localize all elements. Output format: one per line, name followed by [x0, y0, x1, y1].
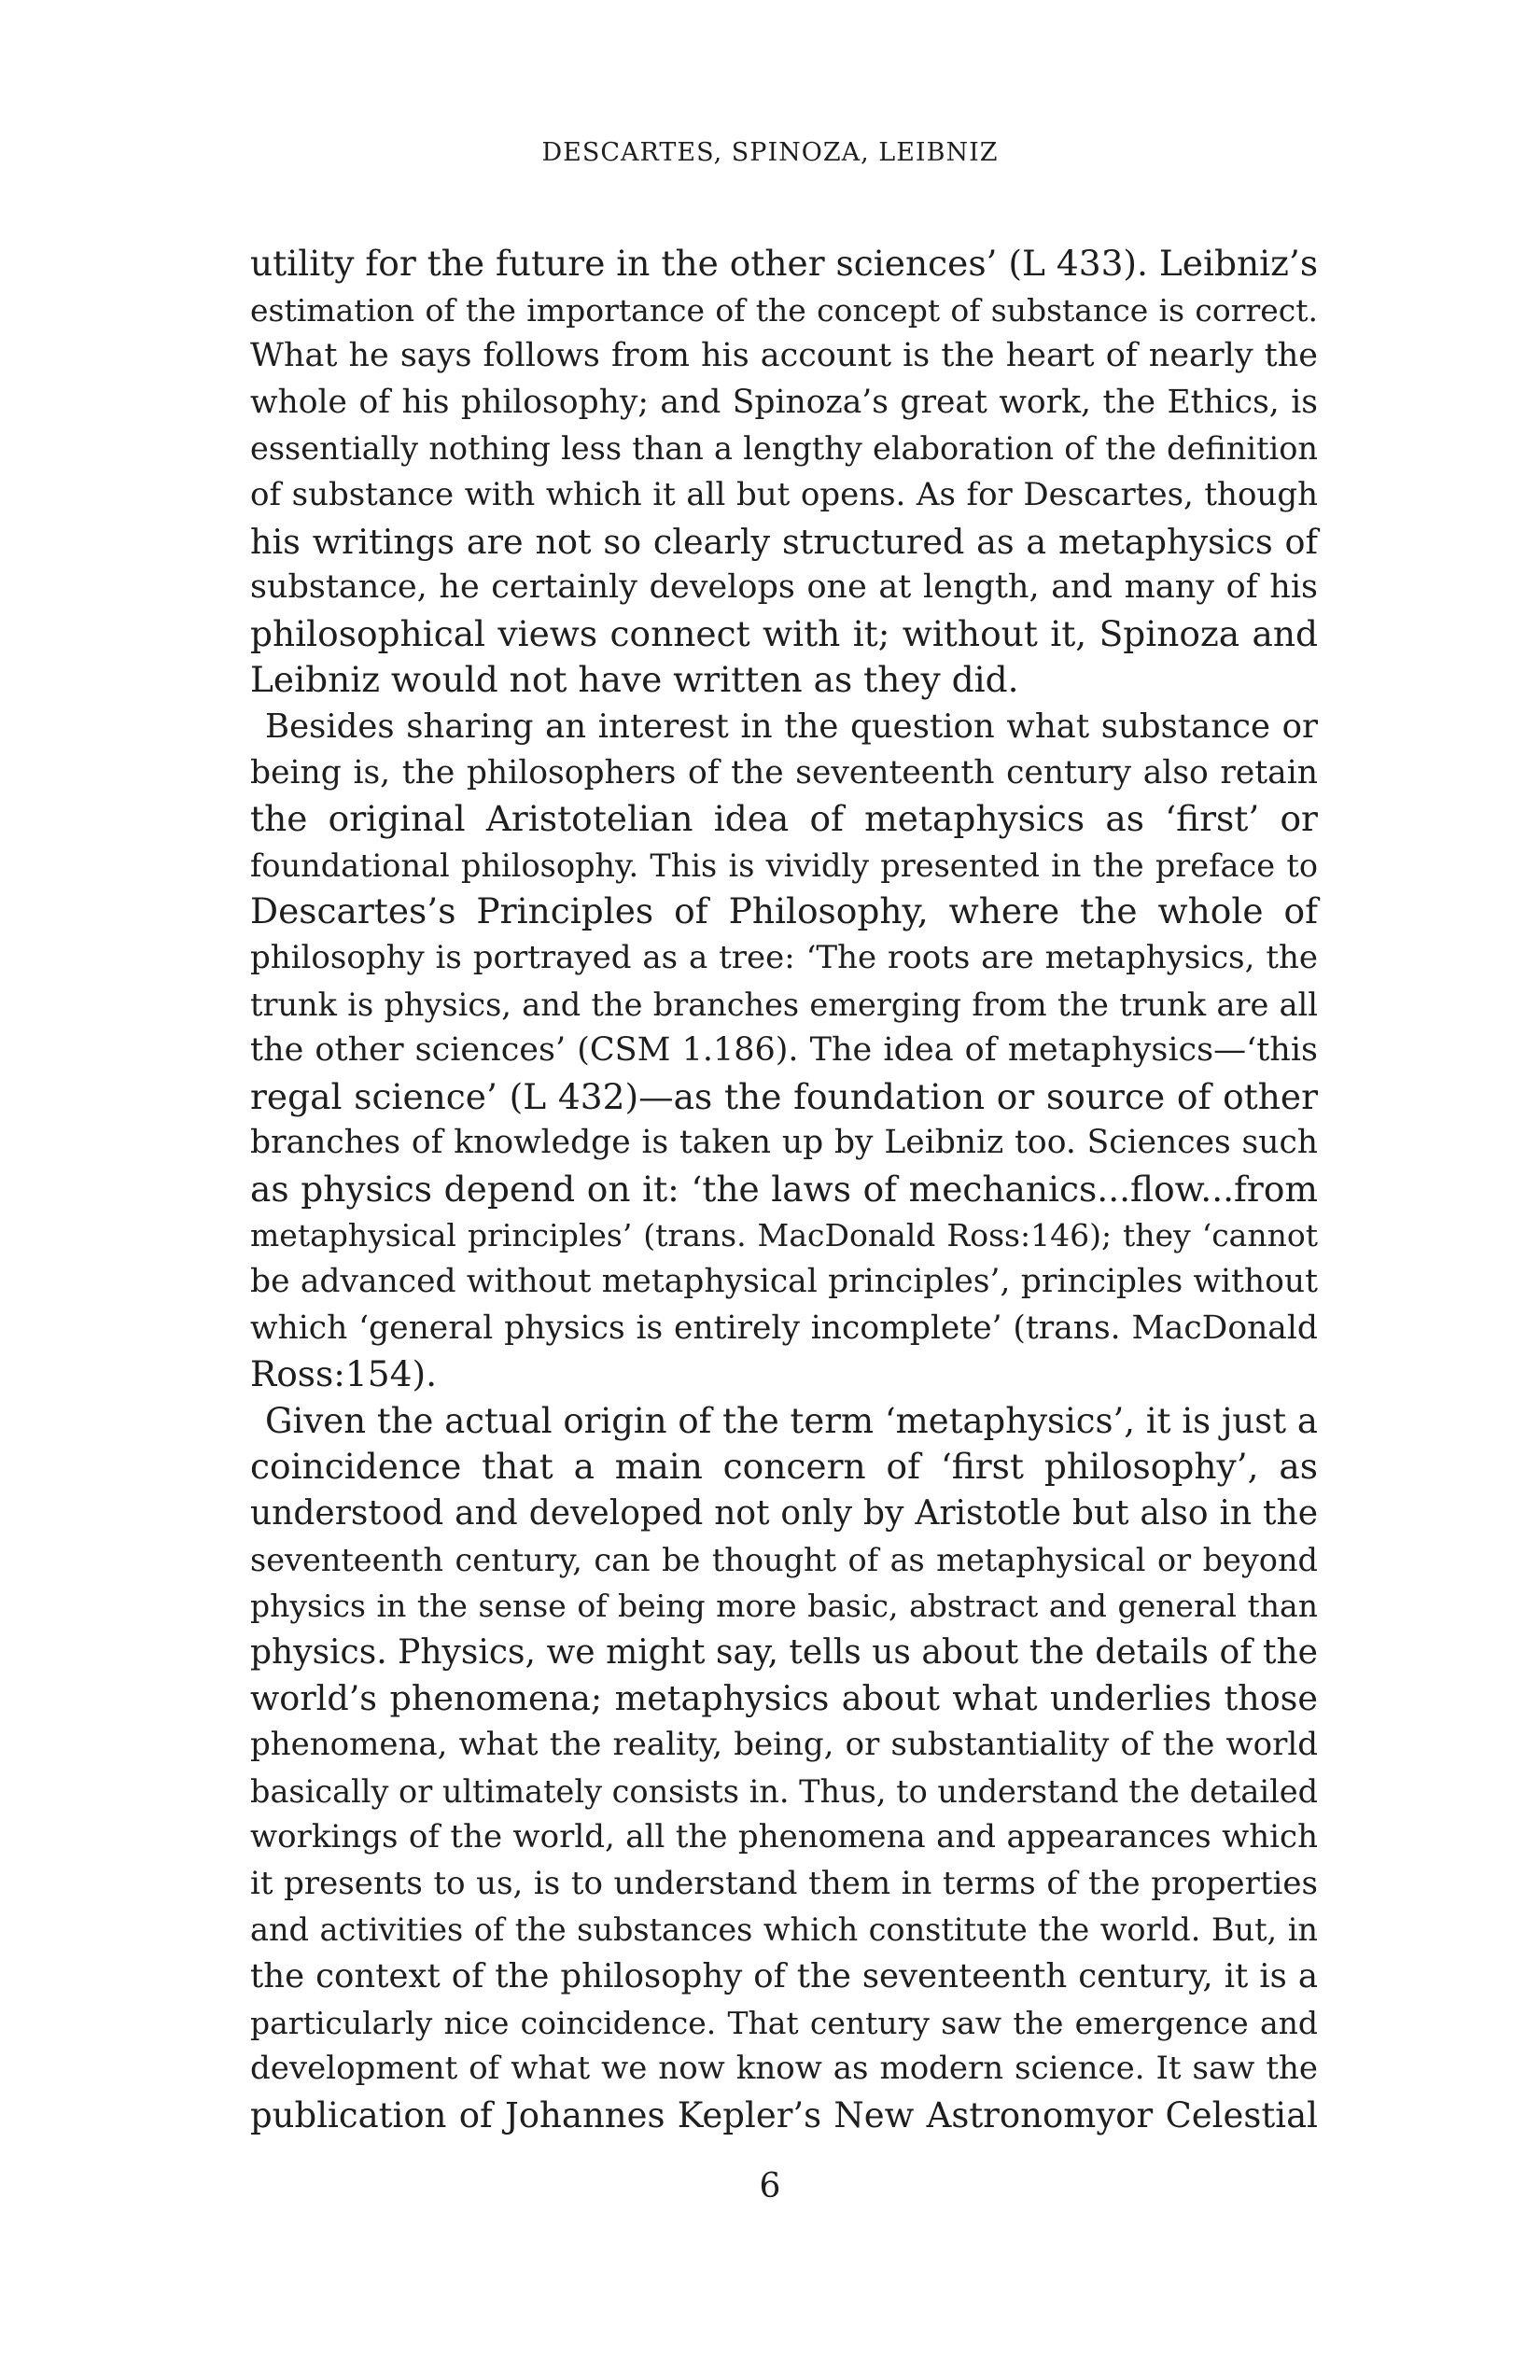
text-line: branches of knowledge is taken up by Leibniz too. Sciences such [250, 1124, 1318, 1162]
text-line: the context of the philosophy of the seventeenth century, it is a [250, 1956, 1318, 1995]
text-line: What he says follows from his account is the heart of nearly the [250, 337, 1318, 375]
text-line: workings of the world, all the phenomena and appearances which [250, 1818, 1318, 1856]
text-line: Given the actual origin of the term ‘metaphysics’, it is just a [265, 1400, 1318, 1441]
text-line: the other sciences’ (CSM 1.186). The idea of metaphysics—‘this [250, 1031, 1318, 1070]
text-line: particularly nice coincidence. That century saw the emergence and [250, 2004, 1318, 2041]
text-line: his writings are not so clearly structured as a metaphysics of [250, 521, 1318, 562]
text-line: whole of his philosophy; and Spinoza’s great work, the Ethics, is [250, 383, 1318, 421]
text-line: phenomena, what the reality, being, or substantiality of the world [250, 1726, 1318, 1763]
text-line: substance, he certainly develops one at length, and many of his [250, 568, 1318, 607]
text-line: physics. Physics, we might say, tells us about the details of the [250, 1632, 1318, 1672]
text-line: philosophy is portrayed as a tree: ‘The roots are metaphysics, the [250, 938, 1318, 976]
text-line: world’s phenomena; metaphysics about what underlies those [250, 1678, 1318, 1719]
text-line: Descartes’s Principles of Philosophy, where the whole of [250, 890, 1318, 932]
text-line: basically or ultimately consists in. Thus, to understand the detailed [250, 1772, 1319, 1810]
text-line: Besides sharing an interest in the question what substance or [265, 707, 1318, 746]
text-line: coincidence that a main concern of ‘first philosophy’, as [250, 1446, 1318, 1488]
text-line: Leibniz would not have written as they did. [250, 659, 1019, 701]
text-line: utility for the future in the other sciences’ (L 433). Leibniz’s [250, 243, 1319, 284]
text-line: as physics depend on it: ‘the laws of mechanics...flow...from [250, 1168, 1318, 1210]
text-line: it presents to us, is to understand them in terms of the properties [250, 1864, 1318, 1902]
text-line: estimation of the importance of the concept of substance is correct. [250, 291, 1318, 329]
text-line: be advanced without metaphysical principles’, principles without [250, 1263, 1318, 1301]
text-line: foundational philosophy. This is vividly presented in the preface to [250, 847, 1318, 884]
text-line: essentially nothing less than a lengthy elaboration of the definition [250, 430, 1318, 468]
text-line: which ‘general physics is entirely incomplete’ (trans. MacDonald [250, 1309, 1318, 1347]
text-line: the original Aristotelian idea of metaphysics as ‘first’ or [250, 798, 1318, 840]
text-line: understood and developed not only by Aristotle but also in the [250, 1494, 1318, 1533]
text-line: seventeenth century, can be thought of as metaphysical or beyond [250, 1541, 1318, 1578]
text-line: and activities of the substances which constitute the world. But, in [250, 1911, 1318, 1949]
page-number: 6 [759, 2167, 781, 2205]
text-line: physics in the sense of being more basic, abstract and general than [250, 1588, 1318, 1625]
text-line: regal science’ (L 432)—as the foundation or source of other [250, 1075, 1318, 1117]
text-line: of substance with which it all but opens. As for Descartes, though [250, 475, 1318, 513]
text-line: Ross:154). [250, 1353, 438, 1395]
text-line: metaphysical principles’ (trans. MacDonald Ross:146); they ‘cannot [250, 1217, 1318, 1254]
text-line: publication of Johannes Kepler’s New Astronomyor Celestial [250, 2094, 1318, 2135]
text-line: development of what we now know as modern science. It saw the [250, 2050, 1318, 2088]
text-line: philosophical views connect with it; without it, Spinoza and [250, 612, 1318, 654]
body-text [250, 241, 1318, 2138]
running-head: DESCARTES, SPINOZA, LEIBNIZ [541, 138, 999, 167]
text-line: being is, the philosophers of the seventeenth century also retain [250, 753, 1318, 791]
text-line: trunk is physics, and the branches emerging from the trunk are all [250, 986, 1318, 1023]
